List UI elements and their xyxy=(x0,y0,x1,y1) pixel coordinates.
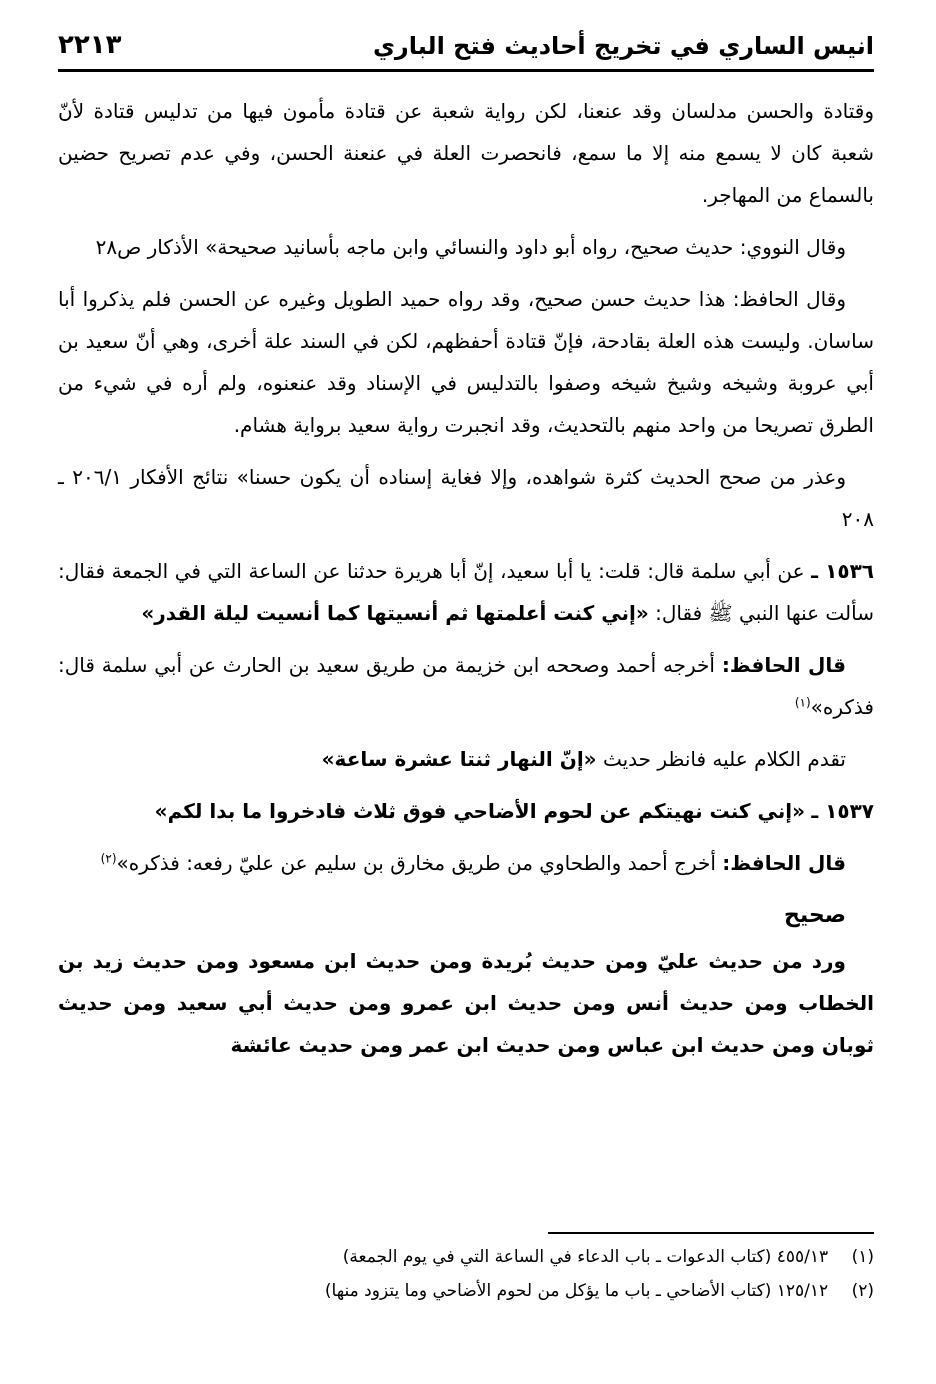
footnote-ref: (٢) xyxy=(100,851,117,866)
hadith-number: ١٥٣٧ ـ xyxy=(811,799,874,823)
footnote-ref: (١) xyxy=(794,695,811,710)
paragraph-shawahid: وعذر من صحح الحديث كثرة شواهده، وإلا فغاية إسناده أن يكون حسنا» نتائج الأفكار ٢٠٦/١ ـ ٢٠٨ xyxy=(58,465,874,531)
grading-heading: صحيح xyxy=(784,903,846,928)
cross-reference-quote: «إنّ النهار ثنتا عشرة ساعة» xyxy=(321,747,597,771)
hadith-number: ١٥٣٦ ـ xyxy=(811,559,874,583)
footnotes xyxy=(58,1240,874,1308)
footnote-separator xyxy=(548,1232,874,1234)
page-body xyxy=(58,90,874,1076)
hadith-quote: «إني كنت أعلمتها ثم أنسيتها كما أنسيت ليلة القدر» xyxy=(141,601,649,625)
footnote-text: ٤٥٥/١٣ (كتاب الدعوات ـ باب الدعاء في الساعة التي في يوم الجمعة) xyxy=(342,1247,829,1267)
footnote-item xyxy=(58,1274,874,1308)
hafiz-label: قال الحافظ: xyxy=(721,653,846,677)
hadith-1536 xyxy=(58,550,874,634)
paragraph-tadlis: وقتادة والحسن مدلسان وقد عنعنا، لكن رواية شعبة عن قتادة مأمون فيها من تدليس قتادة لأنّ شعبة كان لا يسمع منه إلا ما سمع، فانحصرت العلة في عنعنة الحسن، وفي عدم تصريح حضين بالسماع من المهاجر. xyxy=(58,99,874,207)
hadith-1537 xyxy=(58,790,874,832)
paragraph-hafiz-ibn-khuzaymah xyxy=(58,644,874,728)
book-title: انيس الساري في تخريج أحاديث فتح الباري xyxy=(372,32,874,60)
footnote-text: ١٢٥/١٢ (كتاب الأضاحي ـ باب ما يؤكل من لحوم الأضاحي وما يتزود منها) xyxy=(324,1281,829,1301)
page-number: ٢٢١٣ xyxy=(58,30,122,60)
paragraph-hafiz-ahmad xyxy=(58,842,874,884)
footnote-item xyxy=(58,1240,874,1274)
cross-reference-text: تقدم الكلام عليه فانظر حديث xyxy=(602,747,846,771)
hafiz-text: أخرجه أحمد وصححه ابن خزيمة من طريق سعيد بن الحارث عن أبي سلمة قال: فذكره» xyxy=(58,653,874,719)
paragraph-nawawi: وقال النووي: حديث صحيح، رواه أبو داود والنسائي وابن ماجه بأسانيد صحيحة» الأذكار ص٢٨ xyxy=(95,235,846,259)
hafiz-label: قال الحافظ: xyxy=(722,851,846,875)
hafiz-text: أخرج أحمد والطحاوي من طريق مخارق بن سليم عن عليّ رفعه: فذكره» xyxy=(116,851,716,875)
paragraph-hafiz-hasan: وقال الحافظ: هذا حديث حسن صحيح، وقد رواه حميد الطويل وغيره عن الحسن فلم يذكروا أبا ساسان. وليست هذه العلة بقادحة، فإنّ قتادة أحفظهم، لكن في السند علة أخرى، وهي أنّ سعيد بن أبي عروبة وشيخه وشيخ شيخه وصفوا بالتدليس في الإسناد وقد عنعنوه، ولم أره في شيء من الطرق تصريحا من واحد منهم بالتحديث، وقد انجبرت رواية سعيد برواية هشام. xyxy=(58,287,874,437)
footnote-number: (١) xyxy=(851,1247,874,1267)
hadith-text: عن أبي سلمة قال: قلت: يا أبا سعيد، إنّ أبا هريرة حدثنا عن الساعة التي في الجمعة فقال: سألت عنها النبي ﷺ فقال: xyxy=(58,559,874,625)
paragraph-cross-reference xyxy=(58,738,874,780)
page-header xyxy=(58,22,874,72)
paragraph-narrations: ورد من حديث عليّ ومن حديث بُريدة ومن حديث ابن مسعود ومن حديث زيد بن الخطاب ومن حديث أنس ومن حديث ابن عمرو ومن حديث أبي سعيد ومن حديث ثوبان ومن حديث ابن عباس ومن حديث ابن عمر ومن حديث عائشة xyxy=(58,949,874,1057)
footnote-number: (٢) xyxy=(851,1281,874,1301)
hadith-quote: «إني كنت نهيتكم عن لحوم الأضاحي فوق ثلاث فادخروا ما بدا لكم» xyxy=(154,799,805,823)
